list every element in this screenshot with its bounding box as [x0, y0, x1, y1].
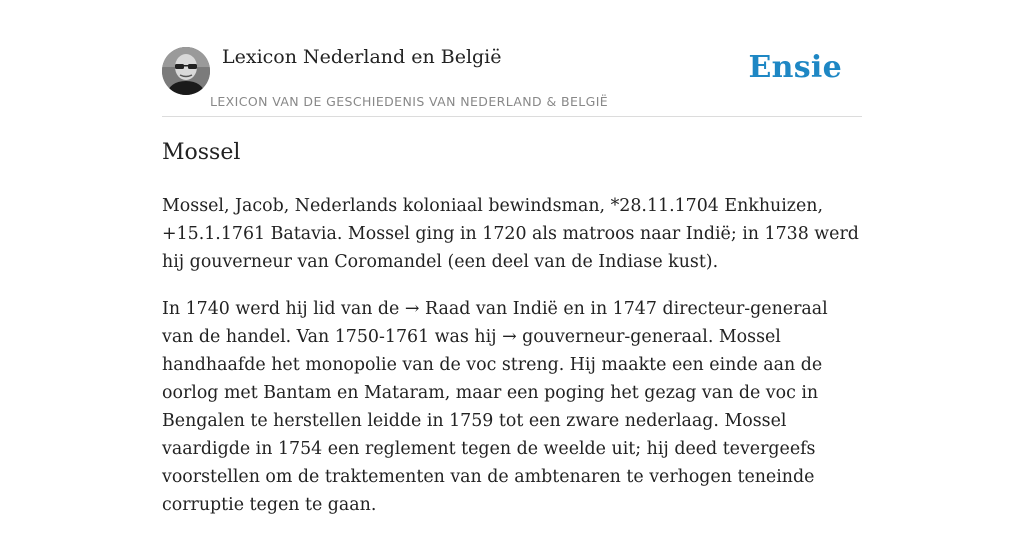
paragraph-2-text-a: In 1740 werd hij lid van de: [162, 299, 405, 319]
avatar-portrait-icon: [162, 47, 210, 95]
header: [162, 0, 862, 117]
paragraph-2-text-c: . Mossel handhaafde het monopolie van de voc streng. Hij maakte een einde aan de oorlog met Bantam en Mataram, maar een poging het gezag van de voc in Bengalen te herstellen leidde in 1759 tot een zware nederlaag. Mossel vaardigde in 1754 een reglement tegen de weelde uit; hij deed tevergeefs voorstellen om de traktementen van de ambtenaren te verhogen teneinde corruptie tegen te gaan.: [162, 327, 823, 515]
paragraph-1: Mossel, Jacob, Nederlands koloniaal bewindsman, *28.11.1704 Enkhuizen, +15.1.1761 Batavia. Mossel ging in 1720 als matroos naar Indië; in 1738 werd hij gouverneur van Coromandel (een deel van de Indiase kust).: [162, 196, 859, 272]
avatar[interactable]: [162, 47, 210, 95]
link-raad-van-indie[interactable]: → Raad van Indië: [404, 299, 558, 319]
page-title: Mossel: [162, 140, 241, 165]
ensie-logo[interactable]: Ensie: [748, 50, 842, 85]
page: [162, 0, 862, 515]
paragraph-2: [162, 295, 862, 519]
paragraph-2-text-b: en in 1747 directeur-generaal van de handel. Van 1750-1761 was hij: [162, 299, 828, 347]
lexicon-subtitle: LEXICON VAN DE GESCHIEDENIS VAN NEDERLAND & BELGIË: [210, 94, 609, 109]
link-gouverneur-generaal[interactable]: → gouverneur-generaal: [502, 327, 708, 347]
article-body: [162, 192, 862, 538]
lexicon-name[interactable]: Lexicon Nederland en België: [222, 46, 502, 68]
